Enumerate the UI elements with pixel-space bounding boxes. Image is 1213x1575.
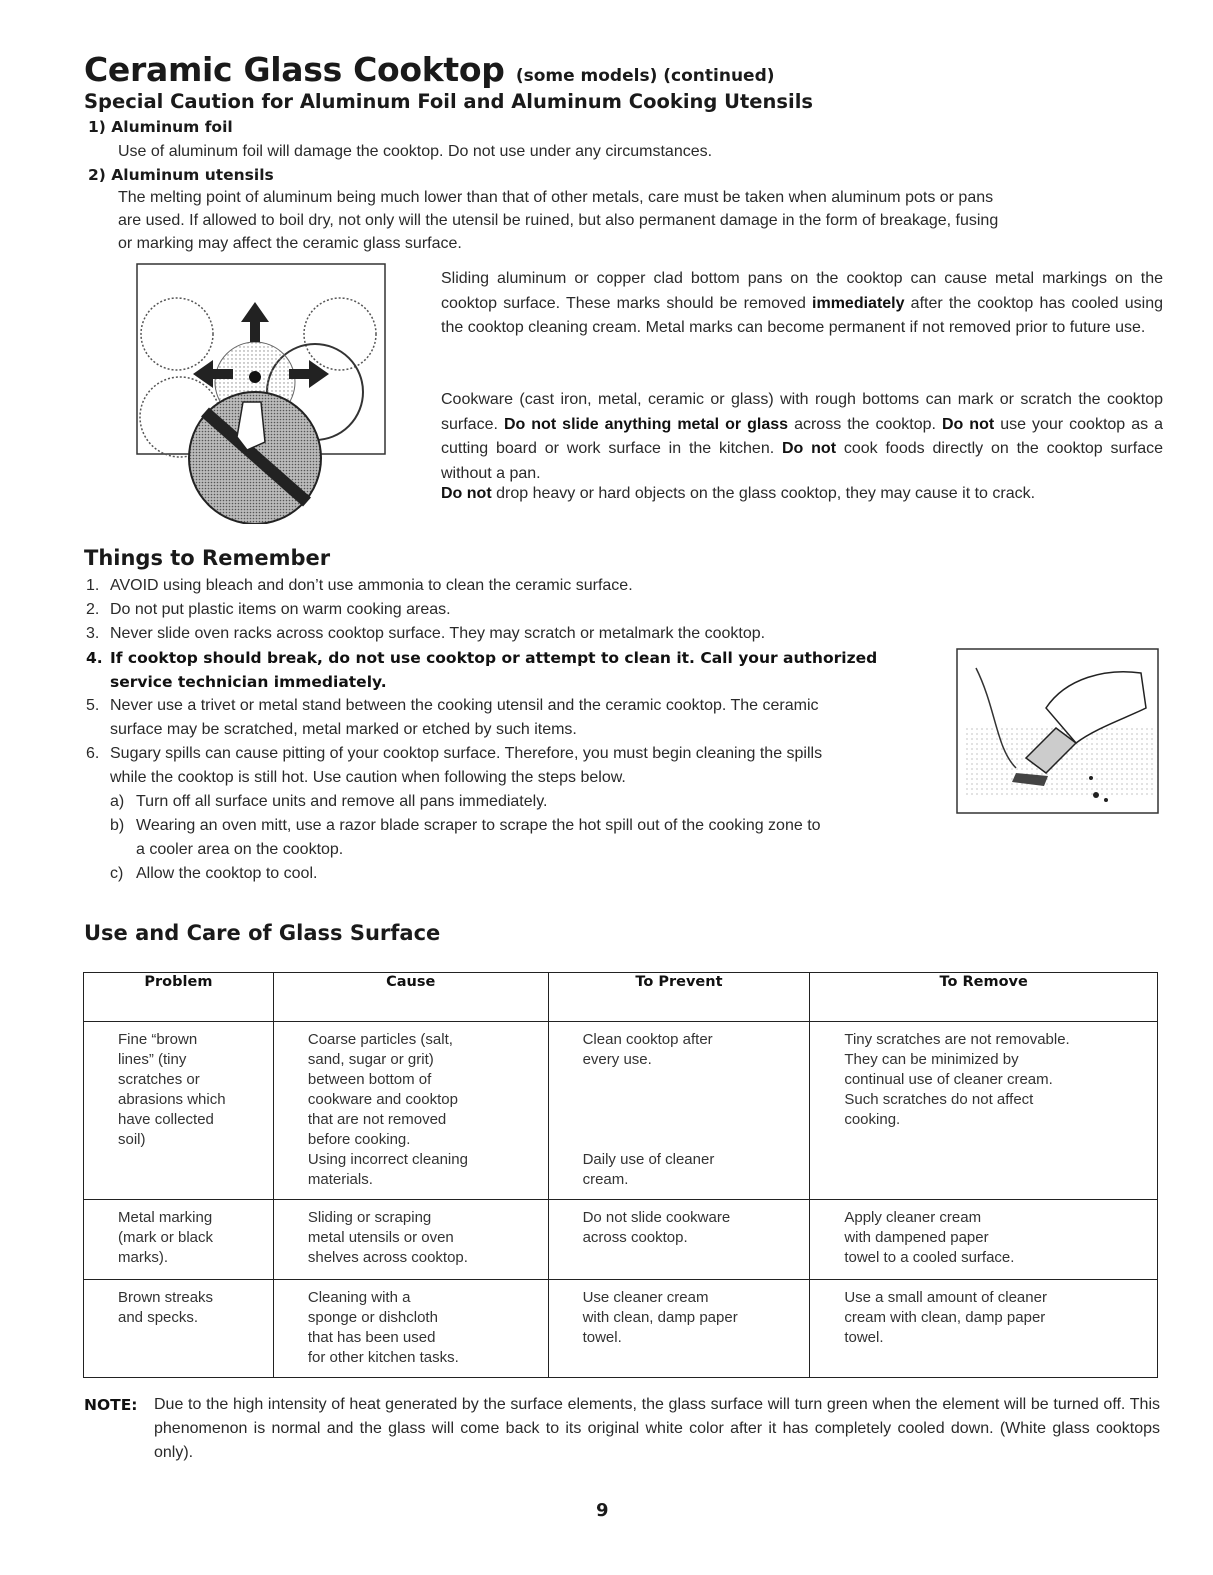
cell-text: Fine “brown lines” (tiny scratches or abrasions which have collected soil)	[118, 1031, 226, 1148]
remember-subitem-label: b)	[110, 817, 125, 834]
table-cell	[84, 1022, 274, 1200]
cell-text: Use cleaner cream with clean, damp paper towel.	[582, 1289, 738, 1346]
cooktop-no-slide-illustration	[135, 262, 397, 524]
column-header: To Prevent	[548, 973, 810, 1022]
cell-text: Apply cleaner cream with dampened paper towel to a cooled surface.	[844, 1209, 1015, 1266]
page-number: 9	[596, 1500, 609, 1521]
aluminum-foil-heading: 1) Aluminum foil	[88, 118, 233, 136]
page-title-suffix: (some models) (continued)	[515, 66, 775, 86]
aluminum-utensils-line: or marking may affect the ceramic glass surface.	[118, 235, 462, 252]
table-cell	[810, 1200, 1158, 1280]
table-header-row	[84, 973, 1158, 1022]
note	[84, 1393, 1160, 1465]
cookware-bold: Do not	[941, 415, 995, 433]
cell-text: Cleaning with a sponge or dishcloth that has been used for other kitchen tasks.	[307, 1289, 459, 1366]
drop-warning	[441, 485, 1035, 503]
remember-item-text: If cooktop should break, do not use cooktop or attempt to clean it. Call your authorized	[110, 649, 878, 667]
table-cell	[810, 1280, 1158, 1378]
cell-text: Clean cooktop after every use. Daily use of cleaner cream.	[582, 1031, 715, 1188]
cell-text: Do not slide cookware across cooktop.	[582, 1209, 731, 1246]
remember-subitem-text: a cooler area on the cooktop.	[136, 841, 344, 858]
remember-subitem-text: Wearing an oven mitt, use a razor blade scraper to scrape the hot spill out of the cooking zone to	[136, 817, 821, 834]
table-cell	[548, 1280, 810, 1378]
table-cell	[273, 1280, 548, 1378]
table-cell	[810, 1022, 1158, 1200]
cell-text: Sliding or scraping metal utensils or oven shelves across cooktop.	[307, 1209, 468, 1266]
remember-heading: Things to Remember	[84, 546, 331, 570]
table-row	[84, 1022, 1158, 1200]
cell-text: Metal marking (mark or black marks).	[118, 1209, 214, 1266]
table-cell	[84, 1200, 274, 1280]
scraper-illustration	[956, 648, 1160, 814]
sliding-bold: immediately	[812, 294, 905, 312]
remember-subitem-text: Turn off all surface units and remove all pans immediately.	[136, 793, 548, 810]
column-header: Cause	[273, 973, 548, 1022]
sliding-text: after the cooktop has cooled using the cooktop cleaning cream. Metal marks can become permanent if not removed prior to future use.	[441, 294, 1163, 336]
table-row	[84, 1200, 1158, 1280]
remember-item-text: AVOID using bleach and don’t use ammonia to clean the ceramic surface.	[110, 577, 633, 594]
cell-text: Coarse particles (salt, sand, sugar or grit) between bottom of cookware and cooktop that are not removed before cooking. Using incorrect cleaning materials.	[307, 1031, 468, 1188]
remember-item-num: 4.	[86, 649, 103, 667]
cookware-bold: Do not	[782, 440, 837, 457]
page-title	[84, 50, 775, 89]
note-label: NOTE:	[84, 1396, 138, 1414]
remember-item-num: 2.	[86, 601, 100, 618]
drop-warning-bold: Do not	[441, 485, 492, 502]
cookware-text: across the cooktop.	[788, 415, 942, 433]
aluminum-utensils-line: are used. If allowed to boil dry, not only will the utensil be ruined, but also permanent damage in the form of breakage, fusing	[118, 212, 999, 229]
remember-item-text: surface may be scratched, metal marked or etched by such items.	[110, 721, 577, 738]
table-cell	[548, 1022, 810, 1200]
page-title-main: Ceramic Glass Cooktop	[84, 50, 505, 89]
care-table	[83, 972, 1158, 1378]
cookware-text: cook foods directly on the cooktop surface without a pan.	[441, 440, 1163, 482]
remember-item-text: Sugary spills can cause pitting of your cooktop surface. Therefore, you must begin cleaning the spills	[110, 745, 823, 762]
table-cell	[273, 1022, 548, 1200]
section-subtitle: Special Caution for Aluminum Foil and Aluminum Cooking Utensils	[84, 90, 813, 113]
remember-subitem-label: a)	[110, 793, 125, 810]
remember-item-text: Never use a trivet or metal stand between the cooking utensil and the ceramic cooktop. The ceramic	[110, 697, 819, 714]
remember-subitem-label: c)	[110, 865, 124, 882]
column-header: Problem	[84, 973, 274, 1022]
cookware-bold: Do not slide anything metal or glass	[503, 415, 789, 433]
cell-text: Brown streaks and specks.	[118, 1289, 214, 1326]
cookware-paragraph	[441, 388, 1163, 486]
table-row	[84, 1280, 1158, 1378]
cell-text: Use a small amount of cleaner cream with clean, damp paper towel.	[844, 1289, 1047, 1346]
remember-item-num: 5.	[86, 697, 100, 714]
remember-item-num: 6.	[86, 745, 100, 762]
table-cell	[548, 1200, 810, 1280]
cell-text: Tiny scratches are not removable. They can be minimized by continual use of cleaner cream. Such scratches do not affect cooking.	[844, 1031, 1070, 1128]
cookware-text: use your cooktop as a cutting board or work surface in the kitchen.	[441, 415, 1164, 457]
remember-item-text: Do not put plastic items on warm cooking areas.	[110, 601, 451, 618]
aluminum-utensils-heading: 2) Aluminum utensils	[88, 166, 274, 184]
note-text: Due to the high intensity of heat generated by the surface elements, the glass surface will turn green when the element will be turned off. This phenomenon is normal and the glass will come back to its original white color after it has completely cooled down. (White glass cooktops only).	[154, 1396, 1160, 1461]
sliding-text: Sliding aluminum or copper clad bottom pans on the cooktop can cause metal markings on the cooktop surface. These marks should be removed	[441, 270, 1163, 312]
remember-item-text: service technician immediately.	[110, 673, 387, 691]
aluminum-foil-text: Use of aluminum foil will damage the cooktop. Do not use under any circumstances.	[118, 143, 713, 160]
aluminum-utensils-line: The melting point of aluminum being much lower than that of other metals, care must be taken when aluminum pots or pans	[118, 189, 994, 206]
table-cell	[273, 1200, 548, 1280]
sliding-paragraph	[441, 267, 1163, 341]
column-header: To Remove	[810, 973, 1158, 1022]
remember-item-text: while the cooktop is still hot. Use caution when following the steps below.	[110, 769, 626, 786]
care-heading: Use and Care of Glass Surface	[84, 921, 441, 945]
remember-item-text: Never slide oven racks across cooktop surface. They may scratch or metalmark the cooktop.	[110, 625, 766, 642]
drop-warning-text: drop heavy or hard objects on the glass cooktop, they may cause it to crack.	[491, 485, 1036, 502]
table-cell	[84, 1280, 274, 1378]
remember-item-num: 1.	[86, 577, 100, 594]
cookware-text: Cookware (cast iron, metal, ceramic or glass) with rough bottoms can mark or scratch the cooktop surface.	[441, 391, 1163, 433]
remember-item-num: 3.	[86, 625, 100, 642]
remember-subitem-text: Allow the cooktop to cool.	[136, 865, 318, 882]
